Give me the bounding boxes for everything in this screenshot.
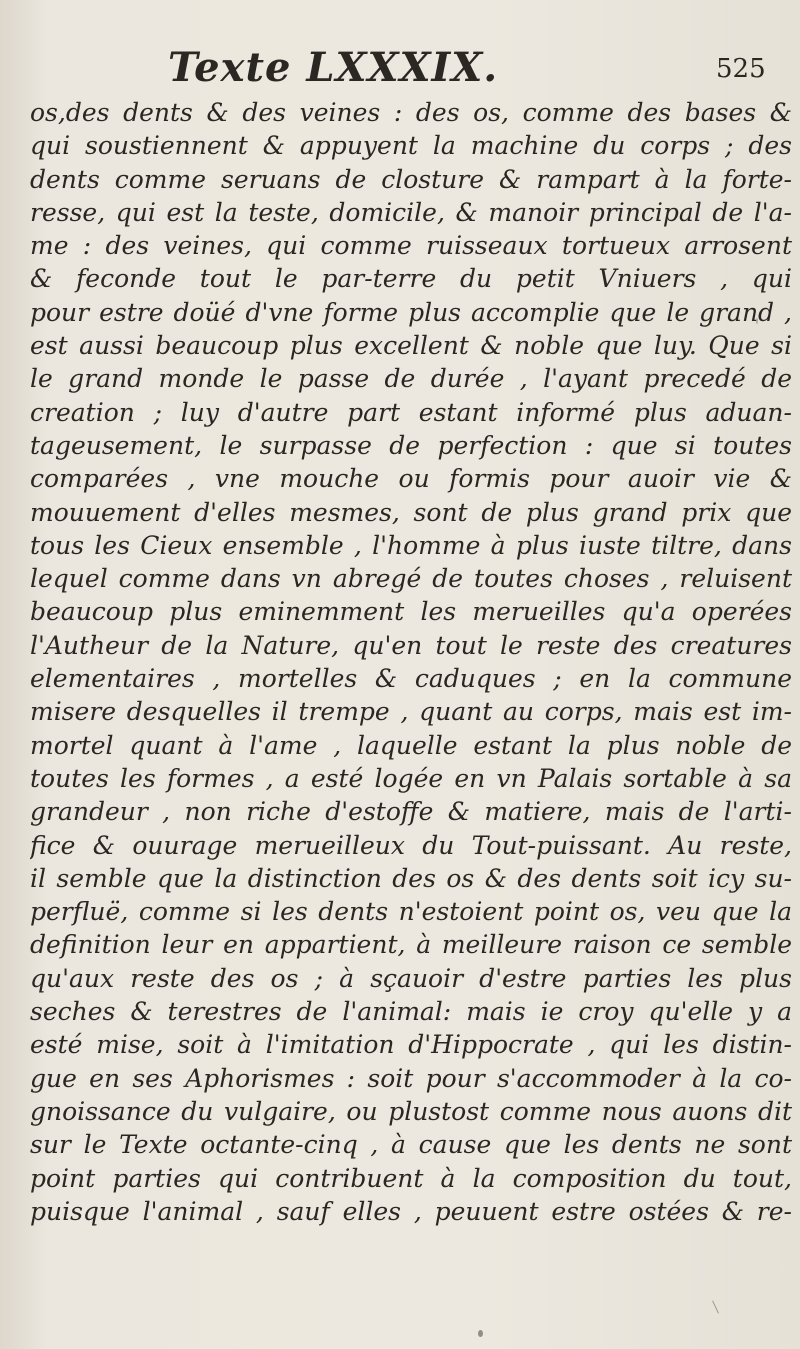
text-line: definition leur en appartient, à meilleure raison ce semble xyxy=(30,930,792,960)
text-line: gnoissance du vulgaire, ou plustost comme nous auons dit xyxy=(30,1096,792,1126)
text-line: esté mise, soit à l'imitation d'Hippocrate , qui les distin- xyxy=(30,1030,792,1060)
text-line: comparées , vne mouche ou formis pour auoir vie & xyxy=(30,464,792,494)
text-line: le grand monde le passe de durée , l'ayant precedé de xyxy=(30,364,792,394)
text-line: mortel quant à l'ame , laquelle estant la plus noble de xyxy=(30,730,792,760)
text-line: pour estre doüé d'vne forme plus accomplie que le grand , xyxy=(30,297,792,327)
text-line: elementaires , mortelles & caduques ; en la commune xyxy=(30,664,792,694)
text-line: mouuement d'elles mesmes, sont de plus grand prix que xyxy=(30,497,792,527)
text-line: est aussi beaucoup plus excellent & noble que luy. Que si xyxy=(30,331,792,361)
page-number: 525 xyxy=(716,54,766,84)
text-line: seches & terestres de l'animal: mais ie croy qu'elle y a xyxy=(30,997,792,1027)
text-line: grandeur , non riche d'estoffe & matiere, mais de l'arti- xyxy=(30,797,792,827)
text-line: qu'aux reste des os ; à sçauoir d'estre parties les plus xyxy=(30,963,792,993)
ink-speck xyxy=(478,1330,483,1337)
text-line: resse, qui est la teste, domicile, & manoir principal de l'a- xyxy=(30,197,792,227)
running-head: Texte LXXXIX. xyxy=(168,44,499,91)
text-line: tous les Cieux ensemble , l'homme à plus iuste tiltre, dans xyxy=(30,530,792,560)
body-text xyxy=(30,96,792,1228)
text-line: sur le Texte octante-cinq , à cause que les dents ne sont xyxy=(30,1130,792,1160)
page-header xyxy=(0,40,800,100)
text-line: toutes les formes , a esté logée en vn Palais sortable à sa xyxy=(30,763,792,793)
text-line: point parties qui contribuent à la composition du tout, xyxy=(30,1163,792,1193)
text-line: qui soustiennent & appuyent la machine du corps ; des xyxy=(30,131,792,161)
ink-speck xyxy=(756,318,758,324)
text-line: creation ; luy d'autre part estant informé plus aduan- xyxy=(30,397,792,427)
text-line: beaucoup plus eminemment les merueilles qu'a operées xyxy=(30,597,792,627)
text-line: os,des dents & des veines : des os, comme des bases & xyxy=(30,98,792,127)
text-line: il semble que la distinction des os & des dents soit icy su- xyxy=(30,863,792,893)
text-line: puisque l'animal , sauf elles , peuuent estre ostées & re- xyxy=(30,1196,792,1226)
text-line: & feconde tout le par-terre du petit Vniuers , qui xyxy=(30,264,792,294)
text-line: me : des veines, qui comme ruisseaux tortueux arrosent xyxy=(30,231,792,261)
text-line: gue en ses Aphorismes : soit pour s'accommoder à la co- xyxy=(30,1063,792,1093)
text-line: dents comme seruans de closture & rampart à la forte- xyxy=(30,164,792,194)
paper-mark xyxy=(712,1300,719,1313)
text-line: lequel comme dans vn abregé de toutes choses , reluisent xyxy=(30,564,792,594)
text-line: l'Autheur de la Nature, qu'en tout le reste des creatures xyxy=(30,630,792,660)
text-line: tageusement, le surpasse de perfection : que si toutes xyxy=(30,430,792,460)
text-line: fice & ouurage merueilleux du Tout-puissant. Au reste, xyxy=(30,830,792,860)
text-line: perfluë, comme si les dents n'estoient point os, veu que la xyxy=(30,897,792,927)
text-line: misere desquelles il trempe , quant au corps, mais est im- xyxy=(30,697,792,727)
